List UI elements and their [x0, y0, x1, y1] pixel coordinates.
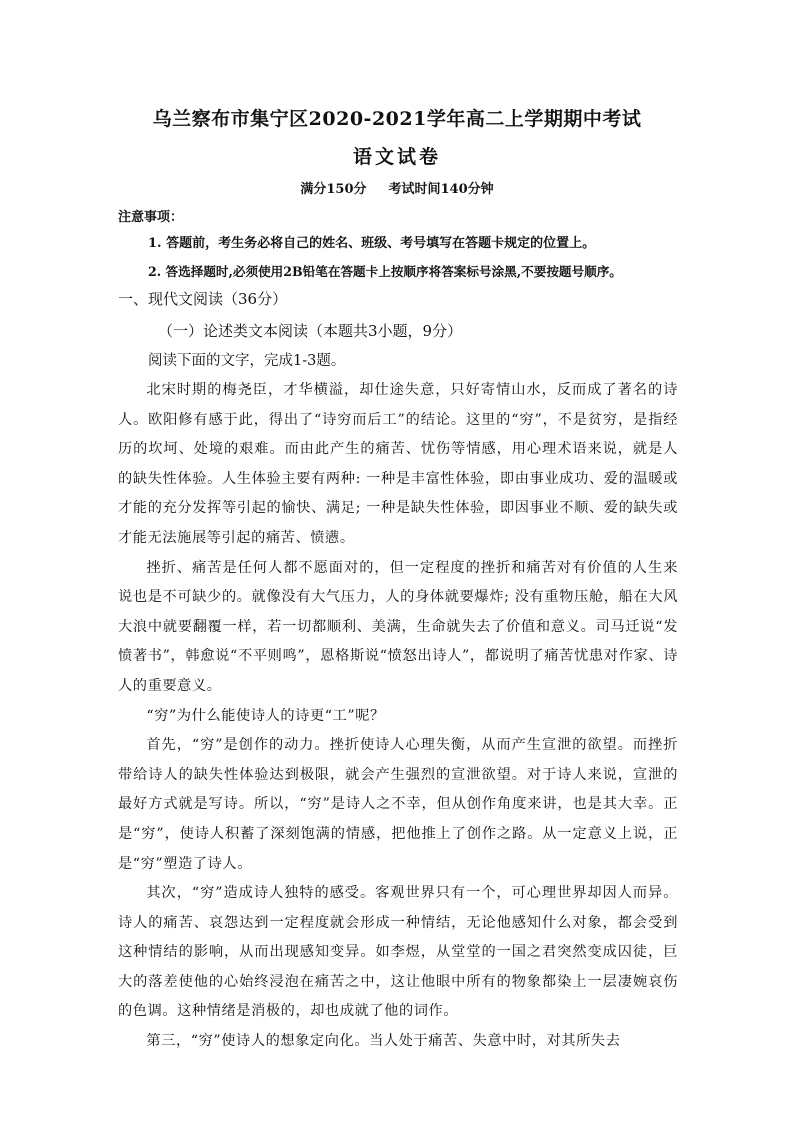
notice-heading: 注意事项： — [118, 210, 184, 225]
passage-paragraph: 挫折、痛苦是任何人都不愿面对的，但一定程度的挫折和痛苦对有价值的人生来说也是不可缺少的。就像没有大气压力，人的身体就要爆炸; 没有重物压舱，船在大风大浪中就要翻覆一样，若一切都顺利、美满，生命就失去了价值和意义。司马迁说“发愤著书”，韩愈说“不平则鸣”，恩格斯说“愤怒出诗人”，都说明了痛苦忧患对作家、诗人的重要意义。 — [118, 559, 678, 694]
passage-paragraph: 第三，“穷”使诗人的想象定向化。当人处于痛苦、失意中时，对其所失去 — [146, 1033, 621, 1050]
full-score: 满分150分 — [300, 182, 367, 197]
section-instruction: 阅读下面的文字，完成1-3题。 — [148, 353, 346, 369]
exam-meta — [0, 178, 794, 197]
passage-paragraph: 首先，“穷”是创作的动力。挫折使诗人心理失衡，从而产生宣泄的欲望。而挫折带给诗人的缺失性体验达到极限，就会产生强烈的宣泄欲望。对于诗人来说，宣泄的最好方式就是写诗。所以，“穷”是诗人之不幸，但从创作角度来讲，也是其大幸。正是“穷”，使诗人积蓄了深刻饱满的情感，把他推上了创作之路。从一定意义上说，正是“穷”塑造了诗人。 — [118, 737, 678, 872]
section-heading: 一、现代文阅读（36分） — [118, 290, 288, 308]
passage-paragraph: “穷”为什么能使诗人的诗更“工”呢？ — [146, 707, 385, 724]
notice-item: 2. 答选择题时,必须使用2B铅笔在答题卡上按顺序将答案标号涂黑,不要按题号顺序。 — [148, 264, 622, 279]
exam-subtitle: 语文试卷 — [352, 146, 441, 168]
passage-body — [118, 376, 678, 1057]
passage-paragraph: 其次，“穷”造成诗人独特的感受。客观世界只有一个，可心理世界却因人而异。诗人的痛苦、哀怨达到一定程度就会形成一种情结，无论他感知什么对象，都会受到这种情结的影响，从而出现感知变异。如李煜，从堂堂的一国之君突然变成囚徒，巨大的落差使他的心始终浸泡在痛苦之中，这让他眼中所有的物象都染上一层凄婉哀伤的色调。这种情绪是消极的，却也成就了他的词作。 — [118, 885, 678, 1020]
section-subheading: （一）论述类文本阅读（本题共3小题，9分） — [158, 322, 463, 340]
passage-paragraph: 北宋时期的梅尧臣，才华横溢，却仕途失意，只好寄情山水，反而成了著名的诗人。欧阳修有感于此，得出了“诗穷而后工”的结论。这里的“穷”，不是贫穷，是指经历的坎坷、处境的艰难。而由此产生的痛苦、忧伤等情感，用心理术语来说，就是人的缺失性体验。人生体验主要有两种: 一种是丰富性体验，即由事业成功、爱的温暖或才能的充分发挥等引起的愉快、满足; 一种是缺失性体验，即因事业不顺、爱的缺失或才能无法施展等引起的痛苦、愤懑。 — [118, 382, 678, 546]
exam-title: 乌兰察布市集宁区2020-2021学年高二上学期期中考试 — [152, 108, 642, 130]
exam-time: 考试时间140分钟 — [388, 182, 494, 197]
notice-item: 1. 答题前，考生务必将自己的姓名、班级、考号填写在答题卡规定的位置上。 — [148, 236, 596, 251]
